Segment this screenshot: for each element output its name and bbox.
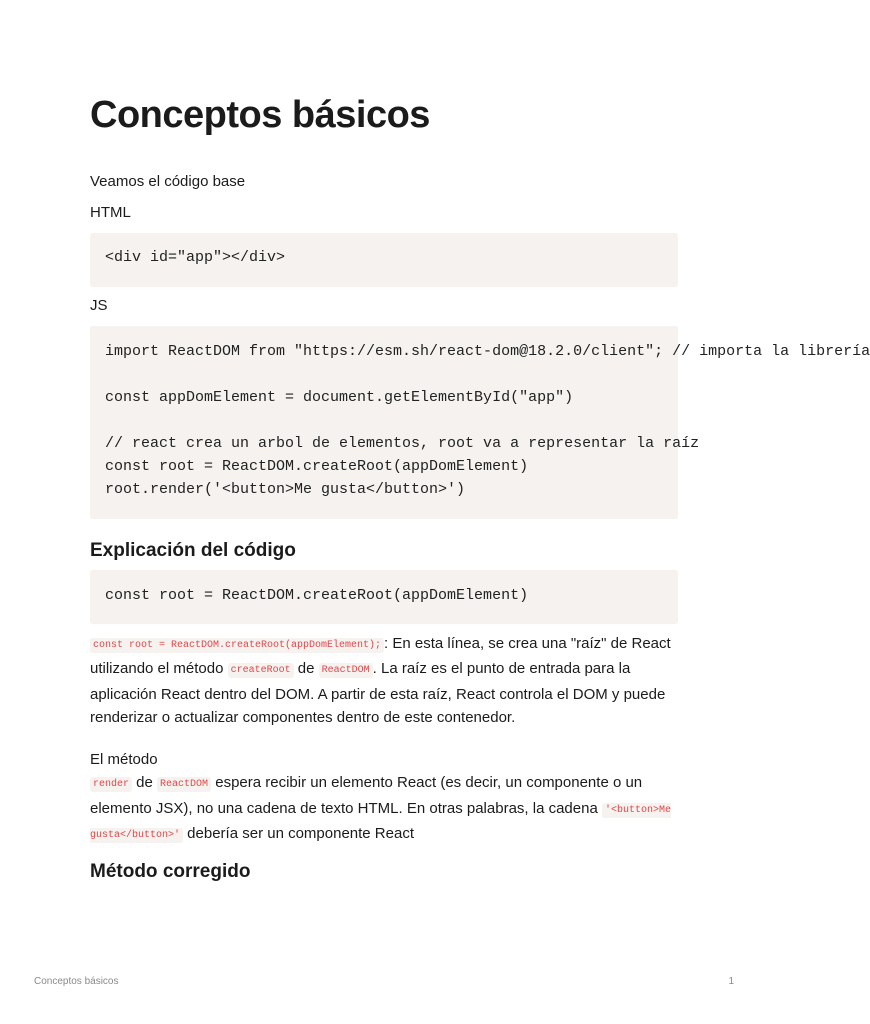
js-label: JS [90,297,108,314]
inline-code: render [90,777,132,792]
html-code-block [90,233,678,287]
code-line [105,409,663,432]
code-line: const appDomElement = document.getElementById("app") [105,389,574,406]
code-line: const root = ReactDOM.createRoot(appDomElement) [105,458,529,475]
code-line: const root = ReactDOM.createRoot(appDomElement) [105,587,529,604]
inline-code: ReactDOM [319,663,373,678]
paragraph-text: debería ser un componente React [183,825,414,843]
page-title: Conceptos básicos [90,94,430,136]
js-code-block [90,326,870,519]
code-line [105,363,663,386]
explain-paragraph [90,632,678,730]
footer-page-number: 1 [728,976,734,987]
footer-title: Conceptos básicos [34,976,119,987]
inline-code: createRoot [228,663,294,678]
intro-text: Veamos el código base [90,173,246,190]
inline-code: const root = ReactDOM.createRoot(appDomElement); [90,638,384,653]
method-paragraph [90,748,678,848]
html-label: HTML [90,204,131,221]
code-line: <div id="app"></div> [105,249,286,266]
paragraph-text: : En esta línea, se crea una "raíz" de React utilizando el método [90,635,671,678]
paragraph-text: de [132,774,158,792]
corrected-heading: Método corregido [90,861,251,882]
inline-code: '<button>Me gusta</button>' [90,804,671,842]
explain-code-block [90,570,678,624]
explain-heading: Explicación del código [90,540,296,561]
inline-code: ReactDOM [157,777,211,792]
paragraph-text: espera recibir un elemento React (es decir, un componente o un elemento JSX), no una cadena de texto HTML. En otras palabras, la cadena [90,774,643,817]
paragraph-text: . La raíz es el punto de entrada para la aplicación React dentro del DOM. A partir de esta raíz, React controla el DOM y puede renderizar o actualizar componentes dentro de este contenedor. [90,660,666,727]
code-line: root.render('<button>Me gusta</button>') [105,481,466,498]
paragraph-text: El método [90,751,158,768]
code-line: import ReactDOM from "https://esm.sh/react-dom@18.2.0/client"; // importa la librería [105,343,870,360]
code-line: // react crea un arbol de elementos, root va a representar la raíz [105,435,700,452]
paragraph-text: de [293,660,319,678]
